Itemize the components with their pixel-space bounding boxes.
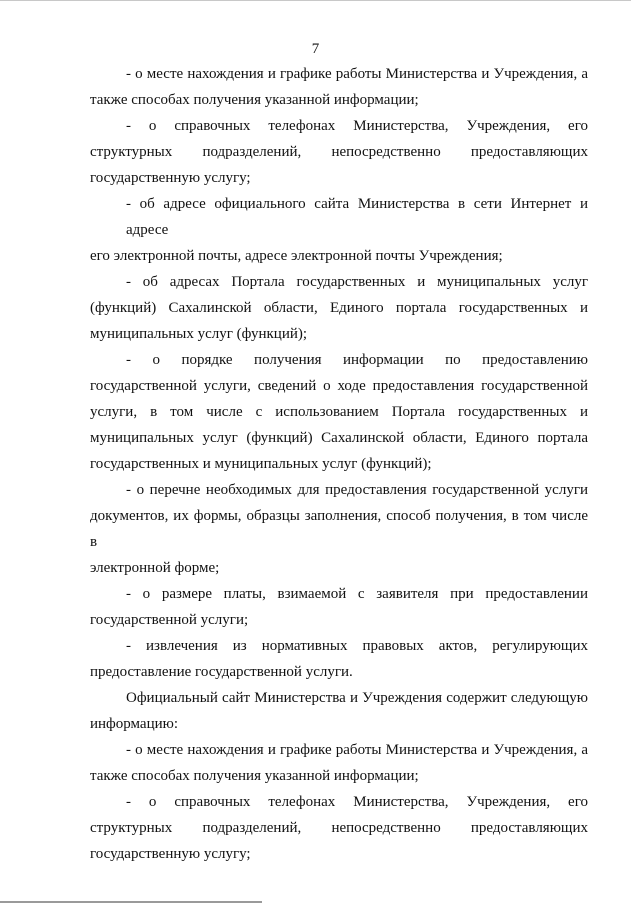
paragraph-line: - о перечне необходимых для предоставления государственной услуги	[126, 482, 588, 498]
paragraph	[90, 477, 588, 581]
paragraph-line: - о справочных телефонах Министерства, Учреждения, его	[126, 118, 588, 134]
paragraph	[90, 789, 588, 867]
paragraph	[90, 685, 588, 737]
paragraph-line: электронной форме;	[90, 560, 220, 576]
paragraph-line: - о порядке получения информации по предоставлению	[126, 352, 588, 368]
paragraph-line: - о месте нахождения и графике работы Министерства и Учреждения, а	[126, 66, 588, 82]
paragraph-line: документов, их формы, образцы заполнения, способ получения, в том числе в	[90, 508, 588, 550]
paragraph-line: - о справочных телефонах Министерства, Учреждения, его	[126, 794, 588, 810]
paragraph-line: государственную услугу;	[90, 846, 251, 862]
paragraph	[90, 633, 588, 685]
paragraph-line: (функций) Сахалинской области, Единого портала государственных и	[90, 300, 588, 316]
document-body	[90, 61, 588, 867]
scan-edge-bottom	[0, 901, 262, 903]
paragraph-line: также способах получения указанной информации;	[90, 768, 419, 784]
paragraph-line: предоставление государственной услуги.	[90, 664, 353, 680]
paragraph-line: также способах получения указанной информации;	[90, 92, 419, 108]
page-number: 7	[311, 41, 320, 57]
paragraph-line: государственной услуги, сведений о ходе предоставления государственной	[90, 378, 588, 394]
paragraph	[90, 61, 588, 113]
paragraph	[90, 191, 588, 269]
paragraph-line: - об адресах Портала государственных и муниципальных услуг	[126, 274, 588, 290]
paragraph-line: муниципальных услуг (функций);	[90, 326, 308, 342]
paragraph-line: государственную услугу;	[90, 170, 251, 186]
paragraph	[90, 269, 588, 347]
paragraph-line: информацию:	[90, 716, 179, 732]
paragraph-line: структурных подразделений, непосредственно предоставляющих	[90, 820, 588, 836]
paragraph-line: муниципальных услуг (функций) Сахалинской области, Единого портала	[90, 430, 588, 446]
paragraph-line: Официальный сайт Министерства и Учреждения содержит следующую	[126, 690, 588, 706]
paragraph-line: услуги, в том числе с использованием Портала государственных и	[90, 404, 588, 420]
paragraph-line: государственной услуги;	[90, 612, 249, 628]
paragraph-line: структурных подразделений, непосредственно предоставляющих	[90, 144, 588, 160]
scan-edge-top	[0, 0, 631, 1]
paragraph-line: - о размере платы, взимаемой с заявителя при предоставлении	[126, 586, 588, 602]
paragraph-line: его электронной почты, адресе электронной почты Учреждения;	[90, 248, 503, 264]
paragraph-line: государственных и муниципальных услуг (функций);	[90, 456, 432, 472]
paragraph-line: - о месте нахождения и графике работы Министерства и Учреждения, а	[126, 742, 588, 758]
paragraph	[90, 347, 588, 477]
paragraph-line: - извлечения из нормативных правовых актов, регулирующих	[126, 638, 588, 654]
paragraph-line: - об адресе официального сайта Министерства в сети Интернет и адресе	[126, 196, 588, 238]
paragraph	[90, 113, 588, 191]
paragraph	[90, 581, 588, 633]
paragraph	[90, 737, 588, 789]
